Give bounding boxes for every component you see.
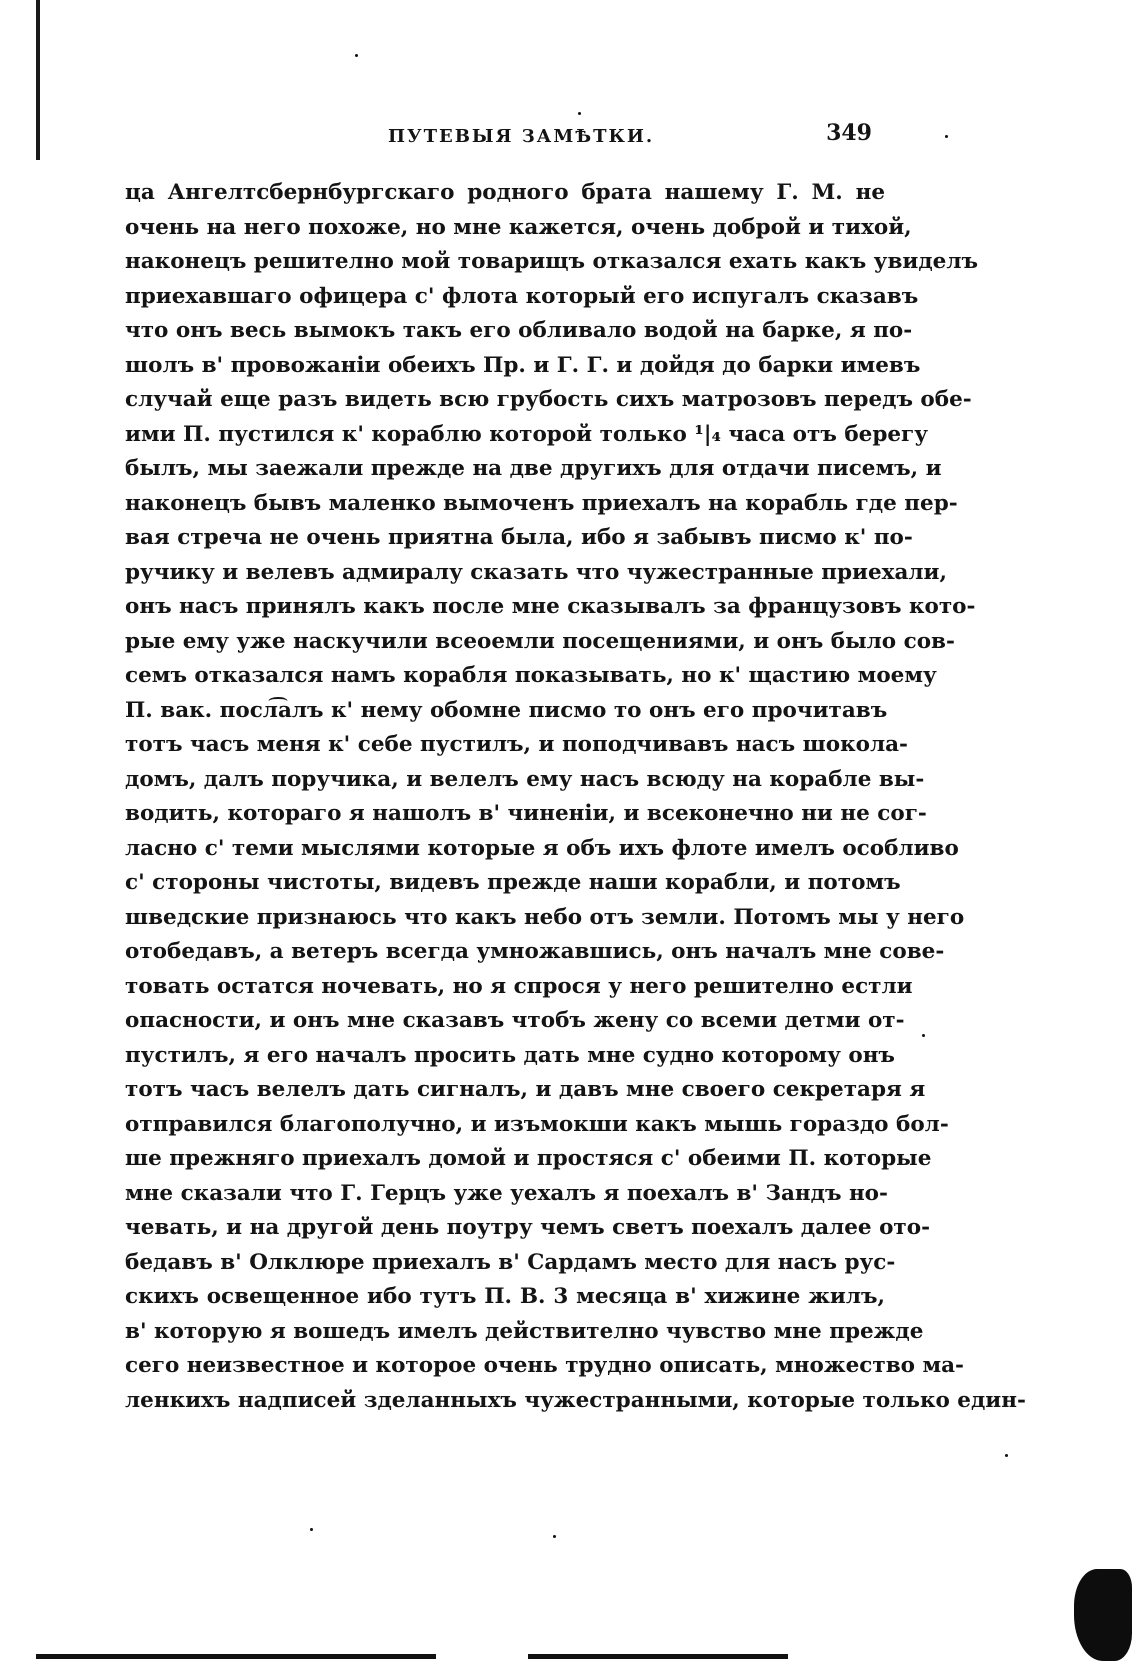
scan-edge-bar: [36, 1654, 436, 1659]
text-line: мне сказали что Г. Герцъ уже уехалъ я поехалъ в' Зандъ но-: [125, 1180, 888, 1206]
text-line: домъ, далъ поручика, и велелъ ему насъ всюду на корабле вы-: [125, 766, 925, 792]
scan-speck: [922, 1034, 925, 1037]
scan-speck: [945, 135, 948, 138]
text-line: водить, котораго я нашолъ в' чиненiи, и всеконечно ни не сог-: [125, 801, 927, 826]
body-text: [125, 176, 1026, 1418]
text-line: случай еще разъ видеть всю грубость сихъ матрозовъ передъ обе-: [125, 387, 972, 412]
running-head: ПУТЕВЫЯ ЗАМѢТКИ.: [388, 126, 655, 147]
text-line: что онъ весь вымокъ такъ его обливало водой на барке, я по-: [125, 318, 913, 343]
text-line: опасности, и онъ мне сказавъ чтобъ жену со всеми детми от-: [125, 1008, 905, 1033]
text-line: чевать, и на другой день поутру чемъ светъ поехалъ далее ото-: [125, 1215, 931, 1240]
scan-speck: [578, 112, 581, 115]
text-line: шведские признаюсь что какъ небо отъ земли. Потомъ мы у него: [125, 904, 965, 930]
text-line: ца Ангелтсбернбургскаго родного брата нашему Г. М. не: [125, 180, 885, 205]
text-line: тотъ часъ велелъ дать сигналъ, и давъ мне своего секретаря я: [125, 1077, 926, 1102]
text-line: ласно с' теми мыслями которые я объ ихъ флоте имелъ особливо: [125, 835, 959, 861]
text-line: вая стреча не очень приятна была, ибо я забывъ писмо к' по-: [125, 525, 913, 550]
scan-speck: [310, 1528, 313, 1531]
text-line: ручику и велевъ адмиралу сказать что чужестранные приехали,: [125, 559, 947, 585]
text-line: семъ отказался намъ корабля показывать, но к' щастию моему: [125, 663, 937, 688]
text-line: онъ насъ принялъ какъ после мне сказывалъ за французовъ кото-: [125, 594, 976, 619]
text-line: товать остатся ночевать, но я спрося у него решително естли: [125, 973, 913, 999]
text-line: с' стороны чистоты, видевъ прежде наши корабли, и потомъ: [125, 870, 901, 895]
page-header: [120, 120, 880, 156]
text-line: П. вак. посл͡алъ к' нему обомне писмо то онъ его прочитавъ: [125, 697, 888, 723]
text-line: ленкихъ надписей зделанныхъ чужестранными, которые только един-: [125, 1387, 1026, 1413]
text-line: бедавъ в' Олклюре приехалъ в' Сардамъ место для насъ рус-: [125, 1249, 896, 1275]
page-number: 349: [826, 120, 872, 146]
text-line: ими П. пустился к' кораблю которой только ¹|₄ часа отъ берегу: [125, 421, 928, 447]
text-line: тотъ часъ меня к' себе пустилъ, и поподчивавъ насъ шокола-: [125, 732, 908, 757]
text-line: отобедавъ, а ветеръ всегда умножавшись, онъ началъ мне сове-: [125, 939, 945, 964]
text-line: пустилъ, я его началъ просить дать мне судно которому онъ: [125, 1042, 895, 1068]
text-line: скихъ освещенное ибо тутъ П. В. 3 месяца в' хижине жилъ,: [125, 1284, 885, 1309]
text-line: шолъ в' провожанiи обеихъ Пр. и Г. Г. и дойдя до барки имевъ: [125, 352, 921, 378]
scan-speck: [355, 54, 358, 57]
scan-speck: [1005, 1454, 1008, 1457]
page-binding-edge: [36, 0, 40, 160]
text-line: наконецъ бывъ маленко вымоченъ приехалъ на корабль где пер-: [125, 490, 958, 516]
text-line: рые ему уже наскучили всеоемли посещениями, и онъ было сов-: [125, 628, 955, 654]
text-line: отправился благополучно, и изъмокши какъ мышь гораздо бол-: [125, 1111, 949, 1137]
text-line: сего неизвестное и которое очень трудно описать, множество ма-: [125, 1353, 964, 1378]
scan-edge-bar: [528, 1654, 788, 1659]
text-line: былъ, мы заежали прежде на две другихъ для отдачи писемъ, и: [125, 456, 942, 481]
text-line: очень на него похоже, но мне кажется, очень доброй и тихой,: [125, 214, 912, 240]
text-line: наконецъ решително мой товарищъ отказался ехать какъ увиделъ: [125, 249, 978, 274]
scan-edge-blot: [1074, 1569, 1132, 1661]
text-line: в' которую я вошедъ имелъ действително чувство мне прежде: [125, 1318, 924, 1344]
scan-speck: [553, 1535, 556, 1538]
text-line: приехавшаго офицера с' флота который его испугалъ сказавъ: [125, 283, 919, 309]
text-line: ше прежняго приехалъ домой и простяся с' обеими П. которые: [125, 1146, 932, 1171]
